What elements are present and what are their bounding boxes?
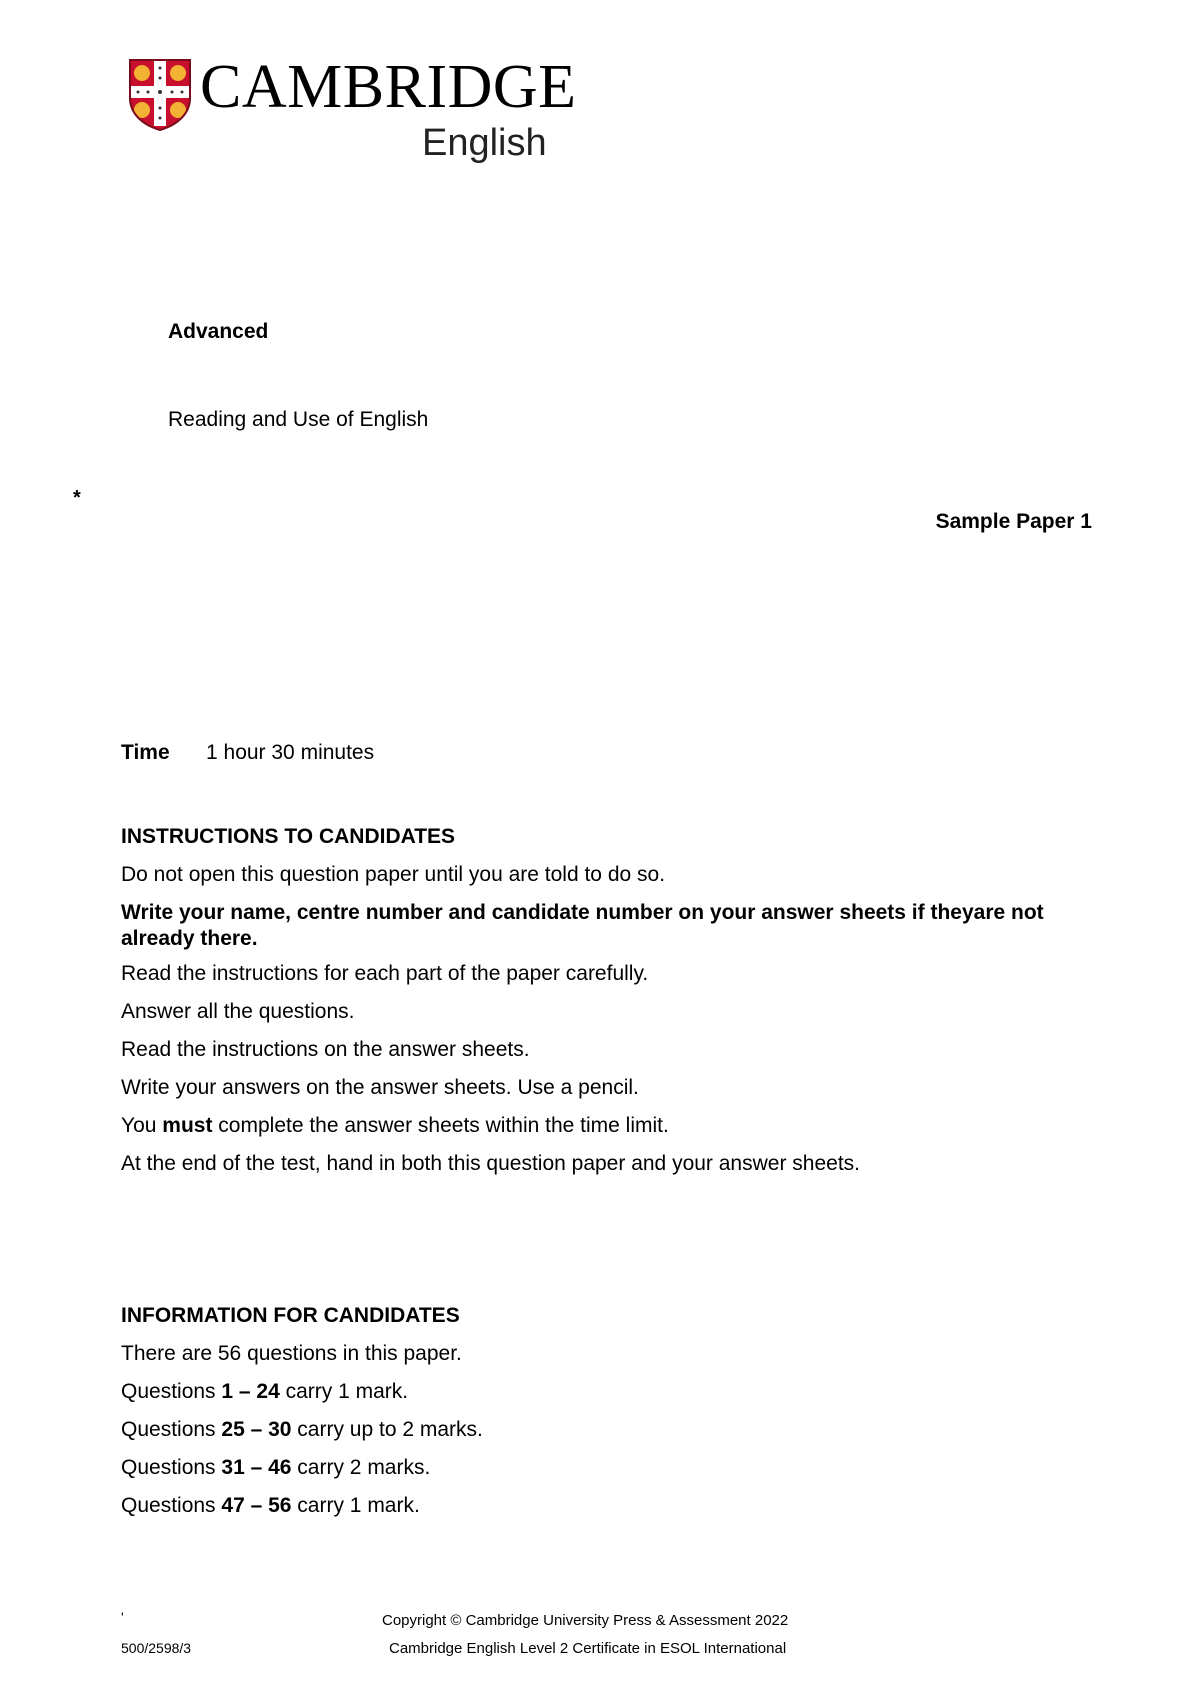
marks-prefix: Questions [121, 1418, 222, 1441]
instruction-text: You [121, 1114, 163, 1137]
instruction-text: complete the answer sheets within the time limit. [212, 1114, 669, 1137]
copyright-notice: Copyright © Cambridge University Press & Assessment 2022 [382, 1612, 789, 1629]
information-line: There are 56 questions in this paper. [121, 1342, 462, 1365]
instruction-line [121, 1114, 669, 1138]
asterisk-mark: * [73, 487, 81, 509]
paper-title: Reading and Use of English [168, 408, 429, 431]
marks-suffix: carry 1 mark. [279, 1380, 409, 1403]
time-value: 1 hour 30 minutes [206, 741, 375, 764]
instruction-line: Write your answers on the answer sheets. Use a pencil. [121, 1076, 639, 1099]
marks-row [121, 1456, 430, 1480]
instruction-line-bold: Write your name, centre number and candidate number on your answer sheets if theyare not already there. [121, 901, 1044, 950]
question-range: 25 – 30 [221, 1418, 292, 1441]
certificate-name: Cambridge English Level 2 Certificate in ESOL International [389, 1640, 787, 1657]
marks-row [121, 1494, 420, 1518]
instruction-line: Read the instructions for each part of the paper carefully. [121, 962, 649, 985]
marks-suffix: carry up to 2 marks. [291, 1418, 483, 1441]
marks-prefix: Questions [121, 1494, 222, 1517]
instruction-line: Answer all the questions. [121, 1000, 355, 1023]
marks-prefix: Questions [121, 1380, 222, 1403]
marks-suffix: carry 2 marks. [291, 1456, 431, 1479]
instruction-emphasis: must [162, 1114, 213, 1137]
sample-paper-label: Sample Paper 1 [935, 510, 1092, 533]
information-heading: INFORMATION FOR CANDIDATES [121, 1304, 460, 1327]
question-range: 47 – 56 [221, 1494, 292, 1517]
question-range: 1 – 24 [221, 1380, 280, 1403]
footer-mark: ' [121, 1609, 124, 1625]
question-range: 31 – 46 [221, 1456, 292, 1479]
marks-suffix: carry 1 mark. [291, 1494, 420, 1517]
logo-subtitle: English [422, 122, 547, 164]
marks-row [121, 1418, 483, 1442]
marks-prefix: Questions [121, 1456, 222, 1479]
logo-wordmark: CAMBRIDGE [200, 53, 577, 121]
marks-row [121, 1380, 408, 1404]
instruction-line: At the end of the test, hand in both this question paper and your answer sheets. [121, 1152, 860, 1175]
cambridge-shield-icon [128, 58, 192, 132]
exam-level: Advanced [168, 320, 269, 343]
instruction-line: Read the instructions on the answer sheets. [121, 1038, 530, 1061]
syllabus-code: 500/2598/3 [121, 1640, 192, 1656]
instructions-heading: INSTRUCTIONS TO CANDIDATES [121, 825, 456, 848]
instruction-line: Do not open this question paper until you are told to do so. [121, 863, 666, 886]
time-label: Time [121, 741, 170, 764]
